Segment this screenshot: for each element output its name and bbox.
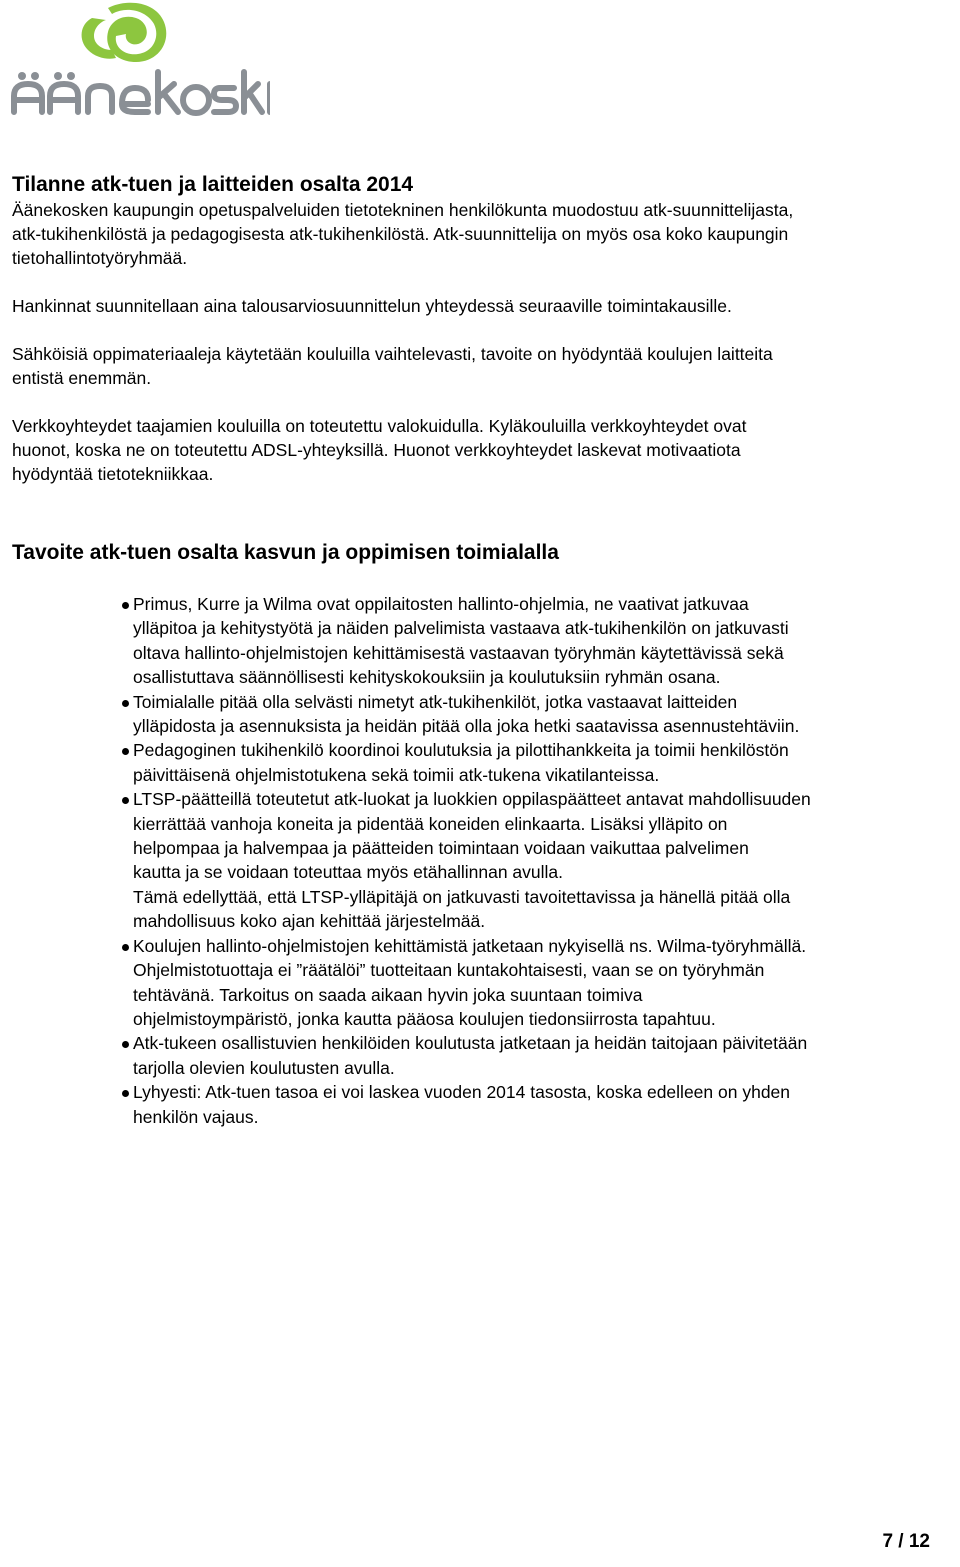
paragraph-materials: Sähköisiä oppimateriaaleja käytetään kouluilla vaihtelevasti, tavoite on hyödyntää koulujen laitteita entistä enemmän. [12,344,773,388]
list-item: Toimialalle pitää olla selvästi nimetyt atk-tukihenkilöt, jotka vastaavat laitteiden ylläpidosta ja asennuksista ja heidän pitää olla joka hetki saatavissa asennustehtäviin. [125,690,960,739]
bullet-icon [122,748,129,755]
list-item: LTSP-päätteillä toteutetut atk-luokat ja luokkien oppilaspäätteet antavat mahdollisuuden kierrättää vanhoja koneita ja pidentää koneiden elinkaarta. Lisäksi ylläpito on helpompaa ja halvempaa ja päätteiden toimintaan voidaan vaikuttaa palvelimen kautta ja se voidaan toteuttaa myös etähallinnan avulla. Tämä edellyttää, että LTSP-ylläpitäjä on jatkuvasti tavoitettavissa ja hänellä pitää olla mahdollisuus koko ajan kehittää järjestelmää. [125,787,960,933]
bullet-icon [122,797,129,804]
section-title-goal: Tavoite atk-tuen osalta kasvun ja oppimisen toimialalla [12,541,559,564]
document-body [12,172,952,566]
list-item: Lyhyesti: Atk-tuen tasoa ei voi laskea vuoden 2014 tasosta, koska edelleen on yhden henkilön vajaus. [125,1080,960,1129]
section-title-status: Tilanne atk-tuen ja laitteiden osalta 2014 [12,173,414,196]
list-item: Atk-tukeen osallistuvien henkilöiden koulutusta jatketaan ja heidän taitojaan päivitetään tarjolla olevien koulutusten avulla. [125,1031,960,1080]
bullet-icon [122,700,129,707]
list-item: Pedagoginen tukihenkilö koordinoi koulutuksia ja pilottihankkeita ja toimii henkilöstön päivittäisenä ohjelmistotukena sekä toimii atk-tukena vikatilanteissa. [125,738,960,787]
bullet-icon [122,602,129,609]
bullet-icon [122,944,129,951]
goal-bullet-list [125,592,960,1129]
bullet-icon [122,1090,129,1097]
list-item: Koulujen hallinto-ohjelmistojen kehittämistä jatketaan nykyisellä ns. Wilma-työryhmällä. Ohjelmistotuottaja ei ”räätälöi” tuotteitaan kuntakohtaisesti, vaan se on työryhmän tehtävänä. Tarkoitus on saada aikaan hyvin joka suuntaan toimiva ohjelmistoympäristö, jonka kautta pääosa koulujen tiedonsiirrosta tapahtuu. [125,934,960,1032]
aanekoski-logo [8,0,270,122]
list-item: Primus, Kurre ja Wilma ovat oppilaitosten hallinto-ohjelmia, ne vaativat jatkuvaa ylläpitoa ja kehitystyötä ja näiden palvelimista vastaava atk-tukihenkilön on jatkuvasti oltava hallinto-ohjelmistojen kehittämisestä vastaavan työryhmän käytettävissä sekä osallistuttava säännöllisesti kehityskokouksiin ja koulutuksiin ryhmän osana. [125,592,960,690]
paragraph-network: Verkkoyhteydet taajamien kouluilla on toteutettu valokuidulla. Kyläkouluilla verkkoyhteydet ovat huonot, koska ne on toteutettu ADSL-yhteyksillä. Huonot verkkoyhteydet laskevat motivaatiota hyödyntää tietotekniikkaa. [12,416,747,484]
paragraph-staff: Äänekosken kaupungin opetuspalveluiden tietotekninen henkilökunta muodostuu atk-suunnittelijasta, atk-tukihenkilöstä ja pedagogisesta atk-tukihenkilöstä. Atk-suunnittelija on myös osa koko kaupungin tietohallintotyöryhmää. [12,200,794,268]
paragraph-procurement: Hankinnat suunnitellaan aina talousarviosuunnittelun yhteydessä seuraaville toimintakausille. [12,296,732,316]
page-number: 7 / 12 [882,1531,930,1552]
bullet-icon [122,1041,129,1048]
